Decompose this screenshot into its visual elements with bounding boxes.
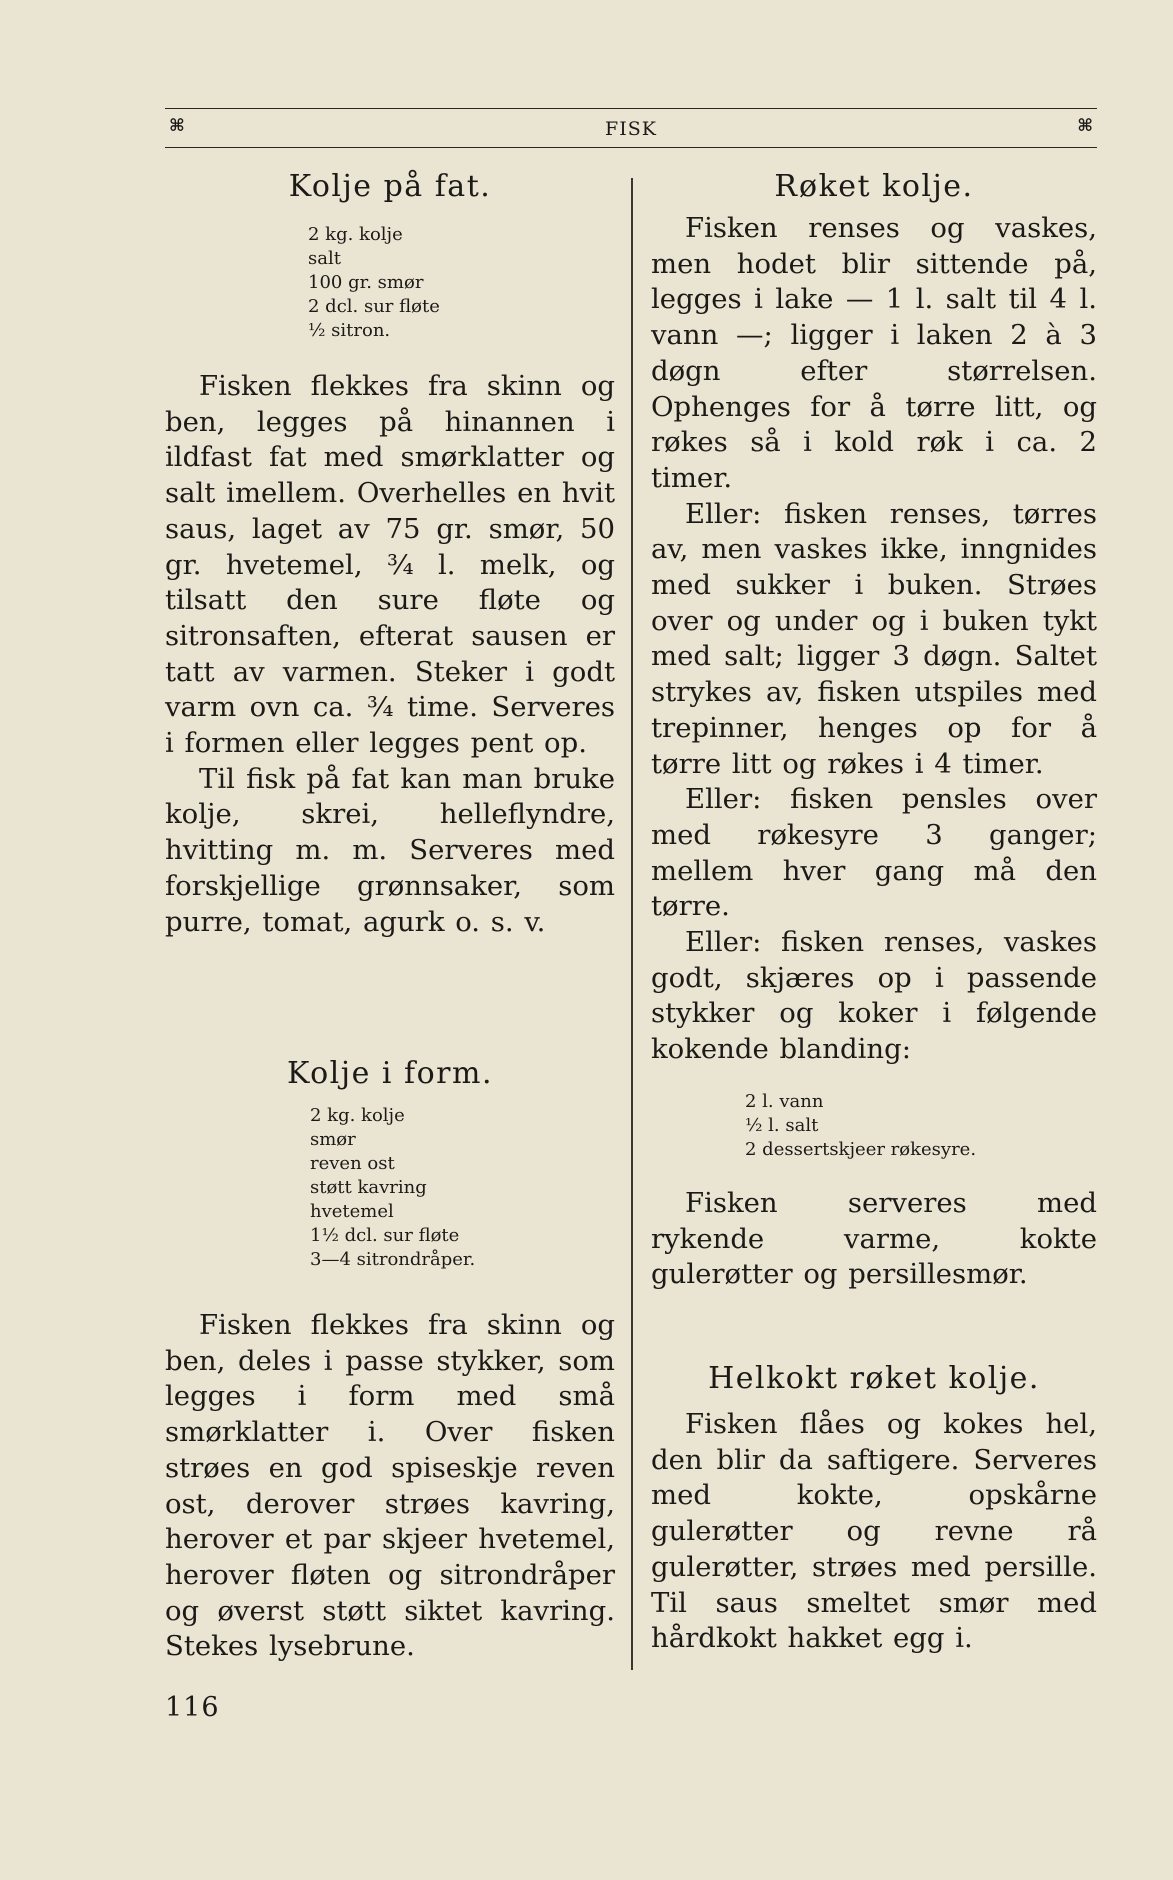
recipe-paragraph: Eller: fisken renses, vaskes godt, skjæres op i passende stykker og koker i følgende kokende blanding: bbox=[651, 926, 1097, 1066]
ingredient-item: hvetemel bbox=[310, 1201, 394, 1222]
ingredient-item: 100 gr. smør bbox=[308, 272, 424, 293]
recipe-paragraph: Eller: fisken pensles over med røkesyre 3 ganger; mellem hver gang må den tørre. bbox=[651, 783, 1097, 923]
ingredient-item: 3—4 sitrondråper. bbox=[310, 1249, 476, 1270]
recipe-paragraph: Fisken renses og vaskes, men hodet blir sittende på, legges i lake — 1 l. salt til 4 l. vann —; ligger i laken 2 à 3 døgn efter størrelsen. Ophenges for å tørre litt, og røkes så i kold røk i ca. 2 timer. bbox=[651, 212, 1097, 494]
ingredient-item: 2 kg. kolje bbox=[310, 1105, 405, 1126]
right-column-lower bbox=[651, 1362, 1097, 1657]
ingredient-item: salt bbox=[308, 248, 341, 269]
left-column-lower bbox=[165, 1057, 615, 1665]
recipe-title: Kolje på fat. bbox=[288, 169, 492, 204]
ingredient-item: støtt kavring bbox=[310, 1177, 427, 1198]
ingredient-list bbox=[745, 1090, 1097, 1162]
recipe-title: Røket kolje. bbox=[774, 169, 974, 204]
ingredient-item: ½ sitron. bbox=[308, 320, 391, 341]
ingredient-list bbox=[310, 1104, 615, 1272]
ingredient-item: reven ost bbox=[310, 1153, 395, 1174]
right-column bbox=[651, 170, 1097, 1293]
ingredient-item: smør bbox=[310, 1129, 356, 1150]
ingredient-item: 2 kg. kolje bbox=[308, 224, 403, 245]
page-number: 116 bbox=[165, 1692, 220, 1723]
ingredient-item: 2 dcl. sur fløte bbox=[308, 296, 440, 317]
recipe-paragraph: Fisken flekkes fra skinn og ben, deles i passe stykker, som legges i form med små smørklatter i. Over fisken strøes en god spiseskje reven ost, derover strøes kavring, herover et par skjeer hvetemel, herover fløten og sitrondråper og øverst støtt siktet kavring. Stekes lysebrune. bbox=[165, 1309, 615, 1663]
ingredient-list bbox=[308, 223, 615, 343]
ingredient-item: 2 dessertskjeer røkesyre. bbox=[745, 1138, 977, 1160]
header-title: FISK bbox=[605, 118, 657, 140]
recipe-paragraph: Til fisk på fat kan man bruke kolje, skrei, helleflyndre, hvitting m. m. Serveres med forskjellige grønnsaker, som purre, tomat, agurk o. s. v. bbox=[165, 762, 615, 938]
ingredient-item: 2 l. vann bbox=[745, 1090, 824, 1112]
ornament-icon: ⌘ bbox=[169, 116, 185, 136]
recipe-paragraph: Fisken flåes og kokes hel, den blir da saftigere. Serveres med kokte, opskårne gulerøtter og revne rå gulerøtter, strøes med persille. Til saus smeltet smør med hårdkokt hakket egg i. bbox=[651, 1408, 1097, 1655]
ingredient-item: 1½ dcl. sur fløte bbox=[310, 1225, 460, 1246]
recipe-paragraph: Fisken flekkes fra skinn og ben, legges på hinannen i ildfast fat med smørklatter og salt imellem. Overhelles en hvit saus, laget av 75 gr. smør, 50 gr. hvetemel, ¾ l. melk, og tilsatt den sure fløte og sitronsaften, efterat sausen er tatt av varmen. Steker i godt varm ovn ca. ¾ time. Serveres i formen eller legges pent op. bbox=[165, 370, 615, 760]
column-divider bbox=[631, 178, 633, 1670]
running-header bbox=[165, 108, 1097, 148]
recipe-title: Helkokt røket kolje. bbox=[708, 1361, 1040, 1396]
left-column bbox=[165, 170, 615, 940]
ornament-icon: ⌘ bbox=[1077, 116, 1093, 136]
recipe-paragraph: Eller: fisken renses, tørres av, men vaskes ikke, inngnides med sukker i buken. Strøes over og under og i buken tykt med salt; ligger 3 døgn. Saltet strykes av, fisken utspiles med trepinner, henges op for å tørre litt og røkes i 4 timer. bbox=[651, 497, 1097, 780]
recipe-paragraph: Fisken serveres med rykende varme, kokte gulerøtter og persillesmør. bbox=[651, 1186, 1097, 1291]
recipe-title: Kolje i form. bbox=[287, 1056, 493, 1091]
ingredient-item: ½ l. salt bbox=[745, 1114, 819, 1136]
